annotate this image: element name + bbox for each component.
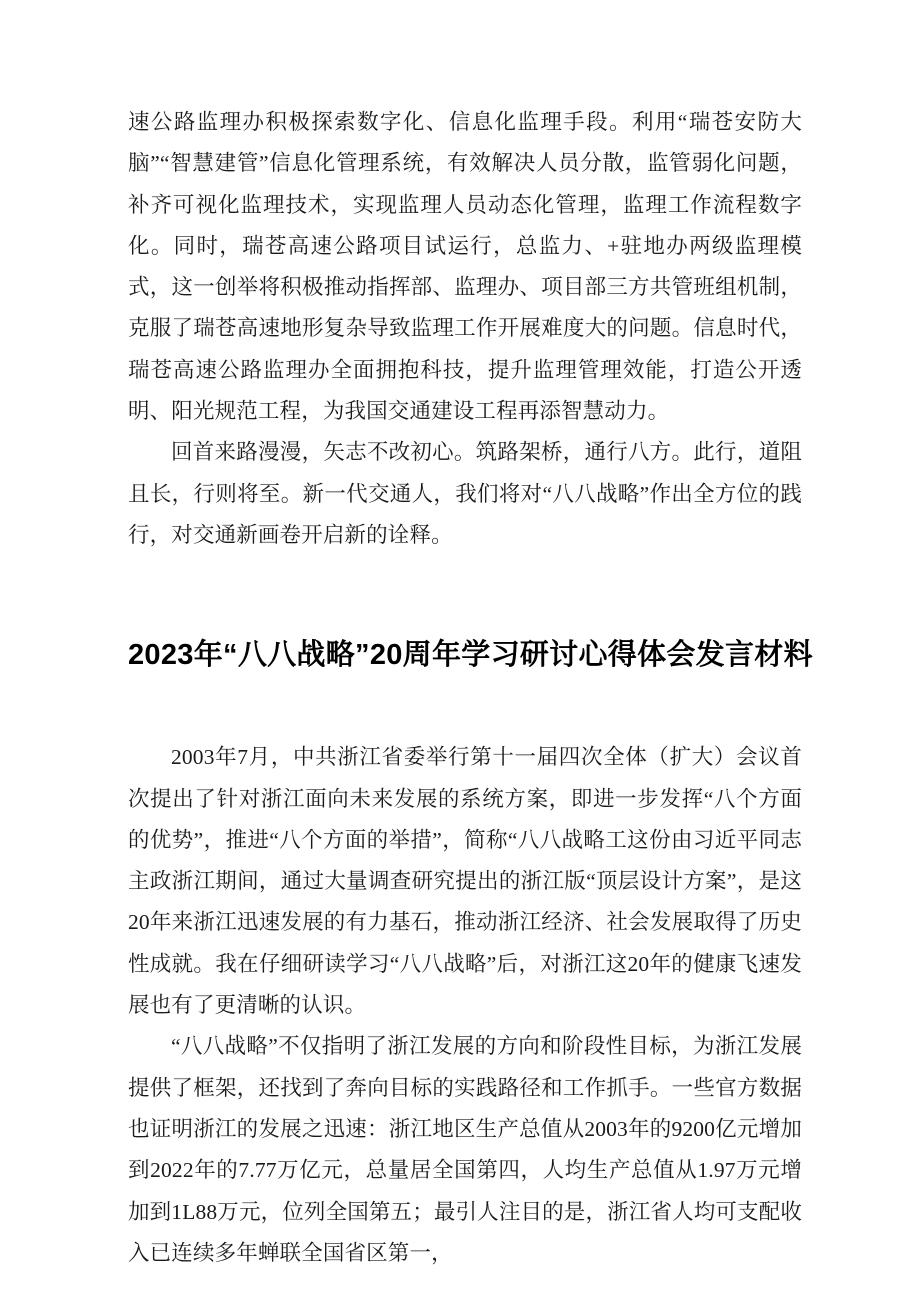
- heading-top-spacer: [128, 556, 802, 635]
- body-paragraph-closing: 回首来路漫漫，矢志不改初心。筑路架桥，通行八方。此行，道阻且长，行则将至。新一代交通人，我们将对“八八战略”作出全方位的践行，对交通新画卷开启新的诠释。: [128, 440, 802, 547]
- body-paragraph-statistics: “八八战略”不仅指明了浙江发展的方向和阶段性目标，为浙江发展提供了框架，还找到了奔向目标的实践路径和工作抓手。一些官方数据也证明浙江的发展之迅速：浙江地区生产总值从2003年的9200亿元增加到2022年的7.77万亿元，总量居全国第四，人均生产总值从1.97万元增加到1L88万元，位列全国第五；最引人注目的是，浙江省人均可支配收入已连续多年蝉联全国省区第一，: [128, 1034, 802, 1265]
- document-heading: 2023年“八八战略”20周年学习研讨心得体会发言材料: [128, 639, 813, 672]
- body-paragraph-intro: 2003年7月，中共浙江省委举行第十一届四次全体（扩大）会议首次提出了针对浙江面向未来发展的系统方案，即进一步发挥“八个方面的优势”，推进“八个方面的举措”，简称“八八战略工这份由习近平同志主政浙江期间，通过大量调查研究提出的浙江版“顶层设计方案”，是这20年来浙江迅速发展的有力基石，推动浙江经济、社会发展取得了历史性成就。我在仔细研读学习“八八战略”后，对浙江这20年的健康飞速发展也有了更清晰的认识。: [128, 745, 802, 1018]
- page-content: [128, 102, 813, 1274]
- heading-bottom-spacer: [128, 676, 802, 737]
- body-paragraph-continued: 速公路监理办积极探索数字化、信息化监理手段。利用“瑞苍安防大脑”“智慧建管”信息化管理系统，有效解决人员分散，监管弱化问题，补齐可视化监理技术，实现监理人员动态化管理，监理工作流程数字化。同时，瑞苍高速公路项目试运行，总监力、+驻地办两级监理模式，这一创举将积极推动指挥部、监理办、项目部三方共管班组机制，克服了瑞苍高速地形复杂导致监理工作开展难度大的问题。信息时代，瑞苍高速公路监理办全面拥抱科技，提升监理管理效能，打造公开透明、阳光规范工程，为我国交通建设工程再添智慧动力。: [128, 110, 802, 424]
